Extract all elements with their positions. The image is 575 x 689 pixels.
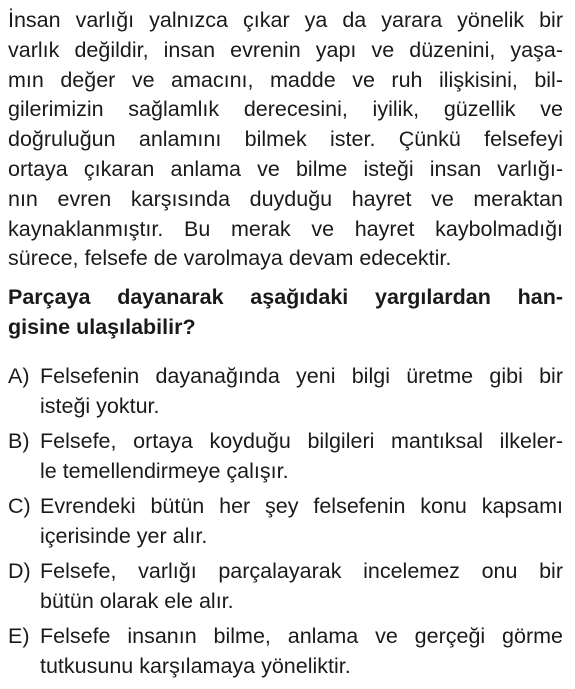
option-letter: A) — [8, 364, 30, 389]
option-line: Felsefe, ortaya koyduğu bilgileri mantıksal ilkeler- — [40, 429, 563, 454]
passage-line: kaynaklanmıştır. Bu merak ve hayret kaybolmadığı — [8, 216, 563, 241]
option-a[interactable] — [8, 362, 563, 421]
option-letter: D) — [8, 559, 31, 584]
passage-line: mın değer ve amacını, madde ve ruh ilişkisini, bil- — [8, 67, 563, 92]
option-text — [40, 492, 563, 551]
question-line: gisine ulaşılabilir? — [8, 315, 196, 340]
option-text — [40, 362, 563, 421]
option-c[interactable] — [8, 492, 563, 551]
option-line: Felsefe insanın bilme, anlama ve gerçeği görme — [40, 624, 563, 649]
option-line: tutkusunu karşılamaya yöneliktir. — [40, 653, 351, 678]
option-line: içerisinde yer alır. — [40, 523, 208, 548]
option-text — [40, 622, 563, 681]
option-line: le temellendirmeye çalışır. — [40, 458, 289, 483]
option-b[interactable] — [8, 427, 563, 486]
option-letter: E) — [8, 624, 30, 649]
option-text — [40, 427, 563, 486]
option-letter: C) — [8, 494, 31, 519]
passage-line: doğruluğun anlamını bilmek ister. Çünkü felsefeyi — [8, 127, 563, 152]
passage-line: varlık değildir, insan evrenin yapı ve düzenini, yaşa- — [8, 37, 563, 62]
option-e[interactable] — [8, 622, 563, 681]
question-line: Parçaya dayanarak aşağıdaki yargılardan han- — [8, 285, 563, 310]
passage-line: ortaya çıkaran anlama ve bilme isteği insan varlığı- — [8, 156, 563, 181]
option-letter: B) — [8, 429, 30, 454]
passage-line: İnsan varlığı yalnızca çıkar ya da yarara yönelik bir — [8, 8, 563, 32]
passage-line: nın evren karşısında duyduğu hayret ve meraktan — [8, 186, 563, 211]
option-text — [40, 557, 563, 616]
option-d[interactable] — [8, 557, 563, 616]
option-line: Felsefenin dayanağında yeni bilgi üretme gibi bir — [40, 364, 563, 389]
option-line: Evrendeki bütün her şey felsefenin konu kapsamı — [40, 494, 563, 519]
passage-line: gilerimizin sağlamlık derecesini, iyilik, güzellik ve — [8, 97, 563, 122]
answer-options — [8, 362, 563, 681]
option-line: Felsefe, varlığı parçalayarak incelemez onu bir — [40, 559, 563, 584]
reading-passage — [8, 6, 563, 274]
question-stem — [8, 282, 563, 342]
passage-line: sürece, felsefe de varolmaya devam edecektir. — [8, 246, 452, 271]
option-line: isteği yoktur. — [40, 393, 160, 418]
option-line: bütün olarak ele alır. — [40, 588, 234, 613]
